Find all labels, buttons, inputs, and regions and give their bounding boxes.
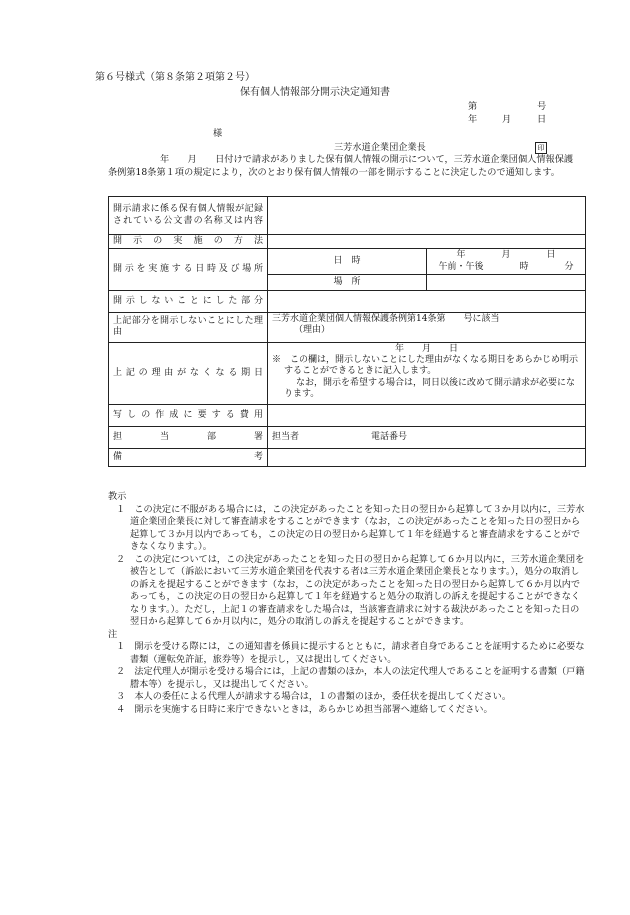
row5-line2: （理由）: [294, 325, 331, 335]
kyoji-heading: 教示: [108, 491, 127, 502]
col-sizer: [109, 466, 189, 467]
row5-value: [268, 312, 586, 342]
notes-section: [108, 491, 586, 716]
row3-label: 開示を実施する日時及び場所: [109, 249, 268, 291]
row6-note1: ※ この欄は，開示しないことにした理由がなくなる期日をあらかじめ明示することができるときに記入します。: [272, 355, 579, 377]
row5-line1: 三芳水道企業団個人情報保護条例第14条第 号に該当: [272, 313, 500, 324]
date-month: 月: [502, 114, 512, 125]
col-sizer: [268, 466, 427, 467]
table-row: [109, 404, 586, 426]
chu-item-3: ３ 本人の委任による代理人が請求する場合は，１の書類のほか，委任状を提出してください。: [116, 691, 512, 703]
row9-value: [268, 448, 586, 466]
table-row: [109, 312, 586, 342]
row5-label: 上記部分を開示しないことにした理由: [109, 312, 268, 342]
row6-date: 年 月 日: [394, 343, 458, 354]
row9-label: 備考: [109, 448, 268, 466]
kyoji-item-1: １ この決定に不服がある場合には，この決定があったことを知った日の翌日から起算して３か月以内に，三芳水道企業団企業長に対して審査請求をすることができます（なお，この決定があったことを知った日の翌日から起算して３か月以内であっても，この決定の日の翌日から起算して１年を経過すると審査請求をすることができなくなります。）。: [116, 503, 585, 553]
addressee-suffix: 様: [213, 128, 223, 139]
row1-value: [268, 197, 586, 235]
row7-label: 写しの作成に要する費用: [109, 404, 268, 426]
date-year: 年: [468, 114, 478, 125]
col-sizer: [188, 466, 268, 467]
number-suffix: 号: [537, 101, 547, 112]
row7-value: [268, 404, 586, 426]
table-row: [109, 342, 586, 404]
row3-datetime-value: [427, 249, 586, 275]
row2-label: 開示の実施の方法: [109, 235, 268, 249]
chu-heading: 注: [108, 628, 118, 640]
kyoji-item-2: ２ この決定については，この決定があったことを知った日の翌日から起算して６か月以内に，三芳水道企業団を被告として（訴訟において三芳水道企業団を代表する者は三芳水道企業団企業長となります。），処分の取消しの訴えを提起することができます（なお，この決定があったことを知った日の翌日から起算して６か月以内であっても，この決定の日の翌日から起算して１年を経過すると処分の取消しの訴えを提起することができなくなります。）。ただし，上記１の審査請求をした場合は，当該審査請求に対する裁決があったことを知った日の翌日から起算して６か月以内に，処分の取消しの訴えを提起することができます。: [116, 553, 585, 628]
page-title: 保有個人情報部分開示決定通知書: [240, 87, 390, 98]
table-row: [109, 235, 586, 249]
row4-value: [268, 290, 586, 312]
row3-place-label: 場 所: [268, 274, 427, 290]
row6-value: [268, 342, 586, 404]
seal-icon: 印: [535, 142, 547, 154]
row8-label: 担当部署: [109, 426, 268, 448]
issuer-name: 三芳水道企業団企業長: [334, 142, 426, 153]
number-prefix: 第: [468, 101, 478, 112]
table-row: [109, 426, 586, 448]
date-day: 日: [537, 114, 547, 125]
row6-note2: なお，開示を希望する場合は，同日以後に改めて開示請求が必要になります。: [284, 377, 576, 399]
row2-value: [268, 235, 586, 249]
chu-item-1: １ 開示を受ける際には，この通知書を係員に提示するとともに，請求者自身であることを証明するために必要な書類（運転免許証，旅券等）を提示し，又は提出してください。: [116, 641, 585, 665]
row6-label: 上記の理由がなくなる期日: [109, 342, 268, 404]
table-row: [109, 448, 586, 466]
row3-place-value: [427, 274, 586, 290]
disclosure-table: [108, 196, 586, 467]
table-row: [109, 197, 586, 235]
row3-date-value: 年 月 日: [456, 250, 556, 261]
chu-item-2: ２ 法定代理人が開示を受ける場合には，上記の書類のほか，本人の法定代理人であることを証明する書類（戸籍謄本等）を提示し，又は提出してください。: [116, 666, 585, 690]
row4-label: 開示しないことにした部分: [109, 290, 268, 312]
form-id: 第６号様式（第８条第２項第２号）: [95, 72, 255, 83]
intro-text: 年 月 日付けで請求がありました保有個人情報の開示について，三芳水道企業団個人情報保護条例第18条第１項の規定により，次のとおり保有個人情報の一部を開示することに決定したので通知します。: [108, 154, 574, 178]
col-sizer: [427, 466, 586, 467]
row8-value: 担当者 電話番号: [268, 426, 586, 448]
table-row: [109, 249, 586, 275]
table-col-sizer: [109, 466, 586, 467]
intro-paragraph: [108, 154, 580, 179]
table-row: [109, 290, 586, 312]
row1-label: 開示請求に係る保有個人情報が記録されている公文書の名称又は内容: [109, 197, 268, 235]
row3-time-value: 午前・午後 時 分: [438, 261, 574, 272]
chu-item-4: ４ 開示を実施する日時に来庁できないときは，あらかじめ担当部署へ連絡してください。: [116, 703, 493, 715]
row3-datetime-label: 日 時: [268, 249, 427, 275]
